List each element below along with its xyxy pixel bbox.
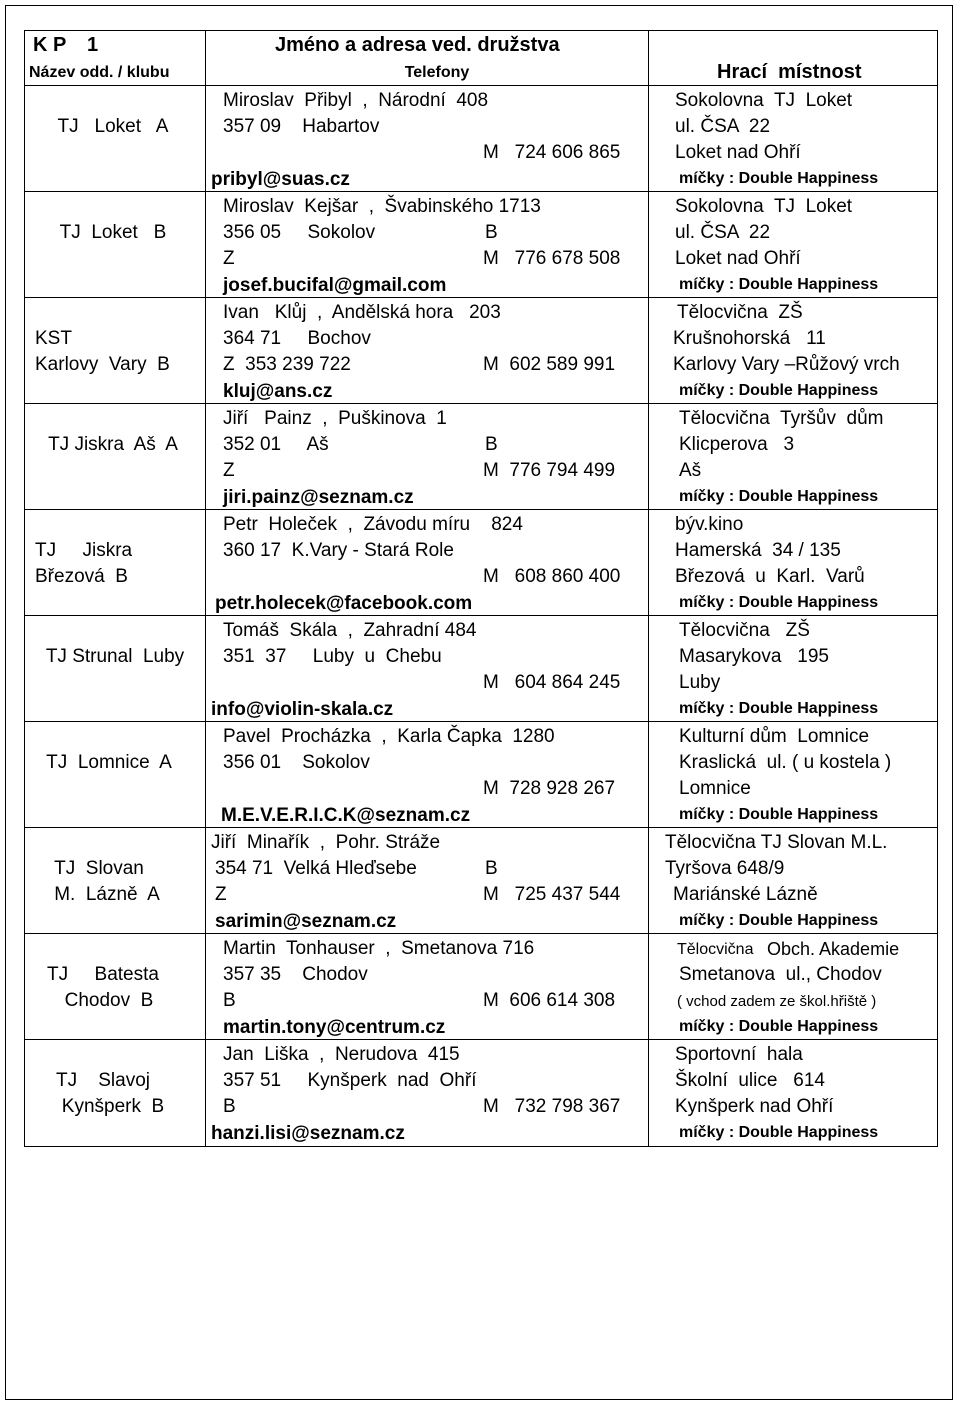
venue-line: Sokolovna TJ Loket — [675, 196, 853, 217]
email: jiri.painz@seznam.cz — [223, 487, 414, 508]
phone-prefix: B — [485, 222, 498, 243]
team-contact-table — [24, 30, 938, 1147]
leader-postal: 356 01 Sokolov — [223, 752, 370, 773]
email: hanzi.lisi@seznam.cz — [211, 1123, 405, 1144]
mobile-phone: M 732 798 367 — [483, 1096, 621, 1117]
team-name: TJ Slovan — [54, 858, 144, 879]
kp-label: K P — [33, 34, 67, 56]
leader-postal: 352 01 Aš — [223, 434, 329, 455]
balls-note: míčky : Double Happiness — [679, 170, 879, 187]
balls-note: míčky : Double Happiness — [679, 594, 879, 611]
phones-header: Telefony — [404, 64, 470, 81]
email: pribyl@suas.cz — [211, 169, 350, 190]
team-name: TJ Strunal Luby — [45, 646, 185, 667]
mobile-phone: M 608 860 400 — [483, 566, 621, 587]
venue-line: Obch. Akademie — [767, 939, 900, 959]
balls-note: míčky : Double Happiness — [679, 700, 879, 717]
team-name: KST — [35, 328, 72, 349]
phone-prefix: B — [223, 1096, 236, 1117]
team-name-line2: Březová B — [35, 566, 128, 587]
mobile-phone: M 724 606 865 — [483, 142, 621, 163]
leader-name-address: Pavel Procházka , Karla Čapka 1280 — [223, 726, 555, 747]
venue-line: Tělocvična ZŠ — [679, 620, 810, 641]
leader-postal: 364 71 Bochov — [223, 328, 371, 349]
phone-prefix: B — [485, 858, 498, 879]
venue-line: Lomnice — [679, 778, 751, 799]
leader-name-address: Ivan Klůj , Andělská hora 203 — [223, 302, 501, 323]
venue-line: Sportovní hala — [675, 1044, 803, 1065]
row-divider — [25, 721, 937, 722]
kp-number: 1 — [87, 34, 99, 56]
venue-line: Masarykova 195 — [679, 646, 829, 667]
venue-line: Tělocvična ZŠ — [677, 302, 803, 323]
leader-postal: 357 51 Kynšperk nad Ohří — [223, 1070, 477, 1091]
row-divider — [25, 615, 937, 616]
venue-line: Březová u Karl. Varů — [675, 566, 865, 587]
mobile-phone: M 776 794 499 — [483, 460, 616, 481]
phone-prefix: B — [485, 434, 498, 455]
balls-note: míčky : Double Happiness — [679, 276, 879, 293]
venue-line: Tyršova 648/9 — [665, 858, 785, 879]
venue-line: ul. ČSA 22 — [675, 222, 771, 243]
venue-line: Kraslická ul. ( u kostela ) — [679, 752, 892, 773]
email: martin.tony@centrum.cz — [223, 1017, 446, 1038]
venue-line: Karlovy Vary –Růžový vrch — [673, 354, 900, 375]
team-name: TJ Lomnice A — [46, 752, 172, 773]
venue-line: Mariánské Lázně — [673, 884, 818, 905]
venue-line: Loket nad Ohří — [675, 142, 801, 163]
balls-note: míčky : Double Happiness — [679, 382, 879, 399]
row-divider — [25, 297, 937, 298]
leader-header: Jméno a adresa ved. družstva — [275, 34, 560, 56]
row-divider — [25, 1039, 937, 1040]
phone-prefix: Z — [223, 460, 235, 481]
row-divider — [25, 509, 937, 510]
venue-header: Hrací místnost — [717, 61, 862, 83]
leader-name-address: Petr Holeček , Závodu míru 824 — [223, 514, 523, 535]
venue-line: Smetanova ul., Chodov — [679, 964, 882, 985]
leader-name-address: Martin Tonhauser , Smetanova 716 — [223, 938, 535, 959]
venue-line: Školní ulice 614 — [675, 1070, 825, 1091]
venue-line: Sokolovna TJ Loket — [675, 90, 853, 111]
venue-line: Aš — [679, 460, 702, 481]
email: M.E.V.E.R.I.C.K@seznam.cz — [221, 805, 471, 826]
email: kluj@ans.cz — [223, 381, 333, 402]
balls-note: míčky : Double Happiness — [679, 1018, 879, 1035]
header-divider — [25, 85, 937, 86]
venue-line: Luby — [679, 672, 721, 693]
team-name: TJ Loket A — [57, 116, 169, 137]
leader-postal: 356 05 Sokolov — [223, 222, 376, 243]
leader-postal: 354 71 Velká Hleďsebe — [215, 858, 417, 879]
email: petr.holecek@facebook.com — [215, 593, 473, 614]
mobile-phone: M 728 928 267 — [483, 778, 616, 799]
team-name-line2: Kynšperk B — [61, 1096, 165, 1117]
venue-line: Loket nad Ohří — [675, 248, 801, 269]
phone-prefix: Z — [223, 248, 235, 269]
leader-postal: 357 35 Chodov — [223, 964, 368, 985]
column-divider — [648, 31, 649, 1146]
venue-note: ( vchod zadem ze škol.hřiště ) — [677, 993, 877, 1010]
balls-note: míčky : Double Happiness — [679, 1124, 879, 1141]
mobile-phone: M 602 589 991 — [483, 354, 616, 375]
venue-line: Tělocvična — [677, 941, 754, 958]
mobile-phone: M 776 678 508 — [483, 248, 621, 269]
venue-line: Tělocvična TJ Slovan M.L. — [665, 832, 888, 853]
row-divider — [25, 403, 937, 404]
email: sarimin@seznam.cz — [215, 911, 397, 932]
balls-note: míčky : Double Happiness — [679, 912, 879, 929]
email: info@violin-skala.cz — [211, 699, 394, 720]
venue-line: Kulturní dům Lomnice — [679, 726, 870, 747]
row-divider — [25, 827, 937, 828]
column-divider — [205, 31, 206, 1146]
team-name: TJ Jiskra Aš A — [48, 434, 178, 455]
team-name: TJ Slavoj — [56, 1070, 150, 1091]
venue-line: ul. ČSA 22 — [675, 116, 771, 137]
team-name: TJ Jiskra — [35, 540, 133, 561]
leader-postal: 360 17 K.Vary - Stará Role — [223, 540, 454, 561]
leader-name-address: Miroslav Kejšar , Švabinského 1713 — [223, 196, 541, 217]
leader-postal: 357 09 Habartov — [223, 116, 380, 137]
landline-phone: Z 353 239 722 — [223, 354, 351, 375]
team-name-line2: Chodov B — [64, 990, 154, 1011]
team-name-line2: M. Lázně A — [54, 884, 160, 905]
venue-line: Krušnohorská 11 — [673, 328, 826, 349]
leader-name-address: Jiří Minařík , Pohr. Stráže — [211, 832, 441, 853]
balls-note: míčky : Double Happiness — [679, 488, 879, 505]
leader-name-address: Jiří Painz , Puškinova 1 — [223, 408, 447, 429]
leader-postal: 351 37 Luby u Chebu — [223, 646, 442, 667]
phone-prefix: Z — [215, 884, 227, 905]
leader-name-address: Miroslav Přibyl , Národní 408 — [223, 90, 489, 111]
venue-line: Kynšperk nad Ohří — [675, 1096, 834, 1117]
leader-name-address: Tomáš Skála , Zahradní 484 — [223, 620, 477, 641]
venue-line: Klicperova 3 — [679, 434, 795, 455]
mobile-phone: M 606 614 308 — [483, 990, 616, 1011]
email: josef.bucifal@gmail.com — [223, 275, 447, 296]
team-name-line2: Karlovy Vary B — [35, 354, 170, 375]
balls-note: míčky : Double Happiness — [679, 806, 879, 823]
venue-line: býv.kino — [675, 514, 744, 535]
row-divider — [25, 191, 937, 192]
team-name: TJ Loket B — [59, 222, 167, 243]
venue-line: Hamerská 34 / 135 — [675, 540, 841, 561]
mobile-phone: M 604 864 245 — [483, 672, 621, 693]
row-divider — [25, 933, 937, 934]
phone-prefix: B — [223, 990, 236, 1011]
team-name: TJ Batesta — [47, 964, 159, 985]
mobile-phone: M 725 437 544 — [483, 884, 621, 905]
club-name-header: Název odd. / klubu — [29, 64, 170, 81]
leader-name-address: Jan Liška , Nerudova 415 — [223, 1044, 460, 1065]
venue-line: Tělocvična Tyršův dům — [679, 408, 884, 429]
